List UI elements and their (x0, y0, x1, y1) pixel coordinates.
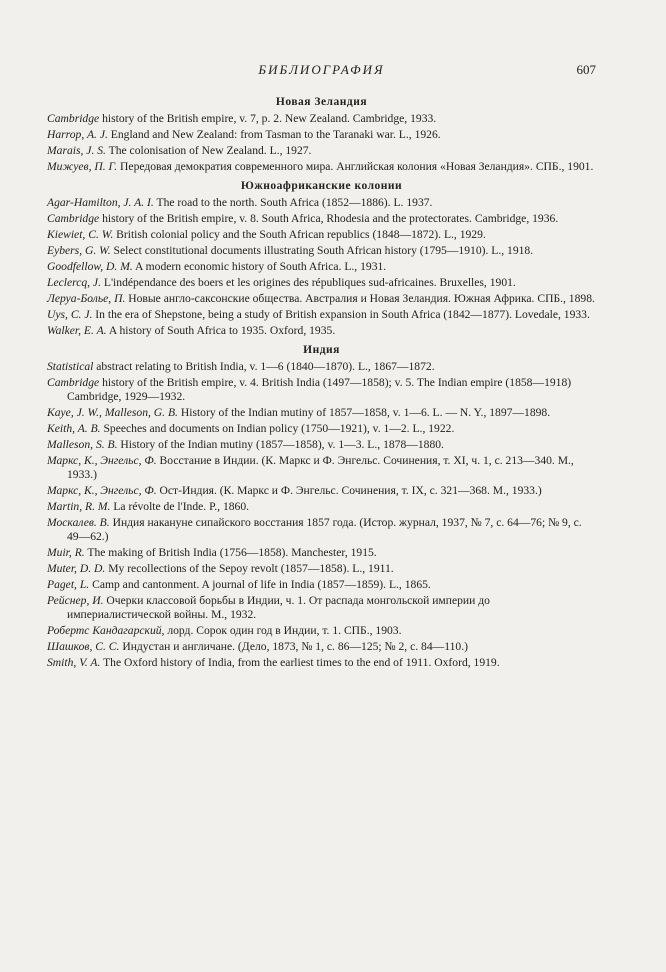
bibliography-entry (47, 578, 596, 592)
bibliography-entry (47, 406, 596, 420)
entry-text: abstract relating to British India, v. 1—6 (1840—1870). L., 1867—1872. (93, 360, 435, 373)
bibliography-entry (47, 562, 596, 576)
entry-text: Восстание в Индии. (К. Маркс и Ф. Энгельс. Сочинения, т. XI, ч. 1, с. 213—340. М., 1933.) (67, 454, 574, 481)
entry-text: Индия накануне сипайского восстания 1857 года. (Истор. журнал, 1937, № 7, с. 64—76; № 9, с. 49—62.) (67, 516, 582, 543)
bibliography-entry (47, 500, 596, 514)
section-heading: Южноафриканские колонии (240, 180, 403, 192)
entry-text: The making of British India (1756—1858). Manchester, 1915. (84, 546, 377, 559)
bibliography-entry (47, 438, 596, 452)
bibliography-entry (47, 546, 596, 560)
bibliography-entry (47, 422, 596, 436)
bibliography-entry (47, 376, 596, 404)
entry-author: Walker, E. A. (47, 324, 107, 337)
entry-author: Робертс Кандагарский, (47, 624, 165, 637)
bibliography-entry (47, 624, 596, 638)
bibliography-entry (47, 228, 596, 242)
entry-author: Kaye, J. W., Malleson, G. B. (47, 406, 178, 419)
entry-text: Camp and cantonment. A journal of life in India (1857—1859). L., 1865. (89, 578, 431, 591)
entry-author: Eybers, G. W. (47, 244, 111, 257)
bibliography-entry (47, 276, 596, 290)
entry-author: Маркс, К., Энгельс, Ф. (47, 454, 157, 467)
entry-author: Martin, R. M. (47, 500, 111, 513)
bibliography-entry (47, 144, 596, 158)
entry-author: Мижуев, П. Г. (47, 160, 118, 173)
entry-text: Select constitutional documents illustrating South African history (1795—1910). L., 1918. (110, 244, 534, 257)
entry-text: The colonisation of New Zealand. L., 1927. (105, 144, 312, 157)
bibliography-entry (47, 244, 596, 258)
bibliography-entry (47, 212, 596, 226)
entry-text: British colonial policy and the South African republics (1848—1872). L., 1929. (113, 228, 486, 241)
entry-text: Новые англо-саксонские общества. Австралия и Новая Зеландия. Южная Африка. СПБ., 1898. (125, 292, 595, 305)
bibliography-entry (47, 594, 596, 622)
entry-author: Keith, A. B. (47, 422, 101, 435)
bibliography-entry (47, 128, 596, 142)
bibliography-content (47, 90, 596, 672)
entry-author: Kiewiet, C. W. (47, 228, 114, 241)
entry-text: The Oxford history of India, from the earliest times to the end of 1911. Oxford, 1919. (100, 656, 500, 669)
entry-author: Muter, D. D. (47, 562, 106, 575)
entry-author: Леруа-Болье, П. (47, 292, 126, 305)
entry-text: The road to the north. South Africa (1852—1886). L. 1937. (153, 196, 433, 209)
entry-text: Ост-Индия. (К. Маркс и Ф. Энгельс. Сочинения, т. IX, с. 321—368. М., 1933.) (156, 484, 542, 497)
entry-text: history of the British empire, v. 4. British India (1497—1858); v. 5. The Indian empire (1858—1918) Cambridge, 1929—1932. (67, 376, 572, 403)
entry-author: Goodfellow, D. M. (47, 260, 133, 273)
bibliography-entry (47, 360, 596, 374)
entry-text: history of the British empire, v. 8. South Africa, Rhodesia and the protectorates. Cambridge, 1936. (99, 212, 559, 225)
entry-text: In the era of Shepstone, being a study of British expansion in South Africa (1842—1877). Lovedale, 1933. (92, 308, 590, 321)
bibliography-entry (47, 656, 596, 670)
running-title: БИБЛИОГРАФИЯ (258, 62, 385, 77)
entry-author: Cambridge (47, 112, 100, 125)
entry-author: Paget, L. (47, 578, 90, 591)
entry-author: Smith, V. A. (47, 656, 101, 669)
entry-author: Leclercq, J. (47, 276, 101, 289)
section-heading: Индия (303, 344, 340, 356)
entry-author: Шашков, С. С. (47, 640, 120, 653)
bibliography-entry (47, 196, 596, 210)
entry-text: My recollections of the Sepoy revolt (1857—1858). L., 1911. (105, 562, 394, 575)
entry-author: Agar-Hamilton, J. A. I. (47, 196, 154, 209)
running-head (47, 62, 596, 82)
bibliography-entry (47, 260, 596, 274)
entry-author: Маркс, К., Энгельс, Ф. (47, 484, 157, 497)
page-number: 607 (576, 62, 596, 77)
bibliography-entry (47, 484, 596, 498)
entry-text: Speeches and documents on Indian policy (1750—1921), v. 1—2. L., 1922. (100, 422, 455, 435)
entry-text: Передовая демократия современного мира. Английская колония «Новая Зеландия». СПБ., 1901. (117, 160, 594, 173)
entry-text: History of the Indian mutiny of 1857—1858, v. 1—6. L. — N. Y., 1897—1898. (177, 406, 551, 419)
entry-author: Malleson, S. B. (47, 438, 118, 451)
bibliography-entry (47, 324, 596, 338)
bibliography-entry (47, 454, 596, 482)
entry-author: Cambridge (47, 376, 100, 389)
entry-text: Индустан и англичане. (Дело, 1873, № 1, с. 86—125; № 2, с. 84—110.) (119, 640, 468, 653)
entry-author: Москалев. В. (47, 516, 110, 529)
bibliography-entry (47, 112, 596, 126)
entry-text: Очерки классовой борьбы в Индии, ч. 1. От распада монгольской империи до империалистической войны. М., 1932. (67, 594, 490, 621)
bibliography-entry (47, 516, 596, 544)
section-heading: Новая Зеландия (275, 96, 368, 108)
bibliography-entry (47, 640, 596, 654)
entry-author: Muir, R. (47, 546, 85, 559)
entry-text: A modern economic history of South Africa. L., 1931. (132, 260, 387, 273)
entry-author: Uys, C. J. (47, 308, 93, 321)
entry-text: History of the Indian mutiny (1857—1858), v. 1—3. L., 1878—1880. (117, 438, 444, 451)
entry-author: Рейснер, И. (47, 594, 104, 607)
entry-text: L'indépendance des boers et les origines des républiques sud-africaines. Bruxelles, 1901. (100, 276, 516, 289)
bibliography-entry (47, 160, 596, 174)
bibliography-entry (47, 308, 596, 322)
entry-text: A history of South Africa to 1935. Oxford, 1935. (106, 324, 336, 337)
entry-text: history of the British empire, v. 7, p. 2. New Zealand. Cambridge, 1933. (99, 112, 437, 125)
entry-author: Harrop, A. J. (47, 128, 108, 141)
entry-author: Marais, J. S. (47, 144, 106, 157)
entry-text: England and New Zealand: from Tasman to the Taranaki war. L., 1926. (107, 128, 441, 141)
entry-text: лорд. Сорок один год в Индии, т. 1. СПБ., 1903. (164, 624, 402, 637)
entry-author: Cambridge (47, 212, 100, 225)
entry-text: La révolte de l'Inde. P., 1860. (110, 500, 250, 513)
entry-author: Statistical (47, 360, 94, 373)
bibliography-entry (47, 292, 596, 306)
